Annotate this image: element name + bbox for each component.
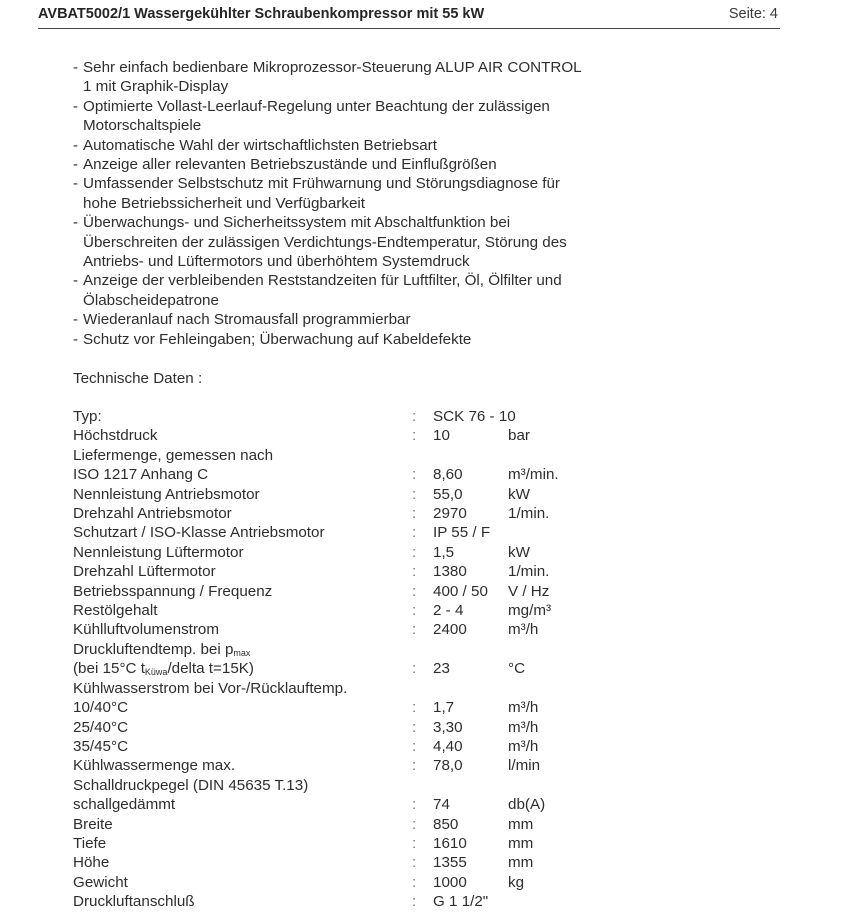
feature-item — [73, 136, 713, 155]
spec-row — [73, 737, 633, 756]
bullet-dash: - — [73, 156, 79, 174]
spec-row — [73, 407, 633, 426]
spec-unit: °C — [508, 660, 526, 678]
spec-row — [73, 659, 633, 678]
spec-colon: : — [412, 796, 417, 814]
spec-colon: : — [412, 893, 417, 911]
feature-text: Optimierte Vollast-Leerlauf-Regelung unter Beachtung der zulässigen — [83, 97, 550, 115]
feature-item — [73, 174, 713, 213]
spec-label — [73, 718, 128, 737]
spec-label-text: 35/45°C — [73, 737, 129, 755]
feature-item — [73, 155, 713, 174]
spec-label — [73, 504, 232, 523]
spec-unit: m³/min. — [508, 466, 559, 484]
spec-label — [73, 679, 347, 698]
spec-value: 1,7 — [433, 699, 455, 717]
spec-row — [73, 776, 633, 795]
bullet-dash: - — [73, 175, 79, 193]
spec-row — [73, 795, 633, 814]
spec-label-text: Betriebsspannung / Frequenz — [73, 582, 273, 600]
spec-label — [73, 815, 113, 834]
spec-value: 23 — [433, 660, 450, 678]
spec-label — [73, 582, 272, 601]
feature-item — [73, 330, 713, 349]
spec-row — [73, 485, 633, 504]
spec-label-text: /delta t=15K) — [167, 660, 254, 678]
spec-colon: : — [412, 466, 417, 484]
spec-label-text: Drehzahl Antriebsmotor — [73, 505, 232, 523]
feature-item — [73, 213, 713, 271]
bullet-dash: - — [73, 214, 79, 232]
feature-text: Automatische Wahl der wirtschaftlichsten Betriebsart — [83, 136, 437, 154]
feature-text: Anzeige aller relevanten Betriebszustände und Einflußgrößen — [83, 156, 497, 174]
spec-value: 4,40 — [433, 737, 463, 755]
spec-unit: kW — [508, 485, 530, 503]
bullet-dash: - — [73, 97, 79, 115]
spec-unit: m³/h — [508, 699, 539, 717]
spec-colon: : — [412, 757, 417, 775]
feature-text: Schutz vor Fehleingaben; Überwachung auf Kabeldefekte — [83, 330, 472, 348]
page-number: Seite: 4 — [728, 6, 778, 22]
spec-value: 400 / 50 — [433, 582, 488, 600]
feature-list — [73, 58, 713, 349]
spec-unit: mm — [508, 815, 534, 833]
page-header — [38, 6, 780, 28]
feature-text: 1 mit Graphik-Display — [83, 78, 229, 96]
spec-value: 74 — [433, 796, 450, 814]
feature-item — [73, 310, 713, 329]
spec-label-text: Kühlwasserstrom bei Vor-/Rücklauftemp. — [73, 679, 348, 697]
spec-unit: 1/min. — [508, 505, 550, 523]
spec-colon: : — [412, 602, 417, 620]
spec-label-text: 10/40°C — [73, 699, 129, 717]
spec-colon: : — [412, 524, 417, 542]
spec-label-text: Nennleistung Lüftermotor — [73, 543, 244, 561]
spec-value: 850 — [433, 815, 459, 833]
header-divider — [38, 28, 780, 29]
spec-label-subscript: max — [233, 647, 251, 658]
spec-label — [73, 776, 308, 795]
spec-label — [73, 601, 157, 620]
feature-item — [73, 271, 713, 310]
spec-colon: : — [412, 873, 417, 891]
spec-label — [73, 834, 106, 853]
spec-unit: l/min — [508, 757, 541, 775]
spec-label-text: Kühlwassermenge max. — [73, 757, 236, 775]
spec-row — [73, 640, 633, 659]
spec-value: 8,60 — [433, 466, 463, 484]
spec-colon: : — [412, 408, 417, 425]
spec-unit: db(A) — [508, 796, 546, 814]
spec-label — [73, 640, 250, 659]
spec-value: 2970 — [433, 505, 467, 523]
spec-colon: : — [412, 834, 417, 852]
spec-label — [73, 465, 208, 484]
spec-row — [73, 679, 633, 698]
spec-label-text: ISO 1217 Anhang C — [73, 466, 209, 484]
spec-label-text: Nennleistung Antriebsmotor — [73, 485, 260, 503]
bullet-dash: - — [73, 311, 79, 329]
spec-colon: : — [412, 815, 417, 833]
spec-colon: : — [412, 699, 417, 717]
feature-text: Wiederanlauf nach Stromausfall programmierbar — [83, 311, 411, 329]
spec-row — [73, 465, 633, 484]
spec-colon: : — [412, 563, 417, 581]
spec-unit: m³/h — [508, 621, 539, 639]
spec-unit: mm — [508, 834, 534, 852]
spec-unit: kg — [508, 873, 525, 891]
spec-row — [73, 892, 633, 911]
feature-item — [73, 97, 713, 136]
spec-label — [73, 485, 260, 504]
spec-label-text: Typ: — [73, 408, 102, 425]
spec-row — [73, 446, 633, 465]
spec-value: 2400 — [433, 621, 467, 639]
spec-value: 78,0 — [433, 757, 463, 775]
spec-colon: : — [412, 485, 417, 503]
spec-colon: : — [412, 718, 417, 736]
spec-label — [73, 407, 102, 426]
spec-label-text: schallgedämmt — [73, 796, 176, 814]
spec-row — [73, 601, 633, 620]
spec-label-text: Restölgehalt — [73, 602, 158, 620]
spec-label — [73, 795, 175, 814]
spec-value: 1000 — [433, 873, 467, 891]
spec-value: 55,0 — [433, 485, 463, 503]
spec-value: SCK 76 - 10 — [433, 408, 516, 425]
document-title: AVBAT5002/1 Wassergekühlter Schraubenkompressor mit 55 kW — [38, 6, 485, 22]
feature-text: Sehr einfach bedienbare Mikroprozessor-Steuerung ALUP AIR CONTROL — [83, 59, 582, 76]
feature-text: Antriebs- und Lüftermotors und überhöhtem Systemdruck — [83, 253, 470, 271]
spec-label — [73, 873, 128, 892]
feature-text: Motorschaltspiele — [83, 117, 202, 135]
spec-row — [73, 718, 633, 737]
spec-label — [73, 523, 325, 542]
spec-row — [73, 873, 633, 892]
spec-value: IP 55 / F — [433, 524, 491, 542]
feature-text: Überschreiten der zulässigen Verdichtungs-Endtemperatur, Störung des — [83, 233, 567, 251]
spec-row — [73, 698, 633, 717]
spec-label-text: Tiefe — [73, 834, 107, 852]
spec-row — [73, 815, 633, 834]
spec-colon: : — [412, 660, 417, 678]
spec-unit: 1/min. — [508, 563, 550, 581]
spec-row — [73, 523, 633, 542]
spec-unit: mg/m³ — [508, 602, 552, 620]
spec-value: 2 - 4 — [433, 602, 464, 620]
spec-row — [73, 504, 633, 523]
spec-label-text: Gewicht — [73, 873, 128, 891]
spec-colon: : — [412, 427, 417, 445]
spec-label-text: Breite — [73, 815, 113, 833]
spec-row — [73, 582, 633, 601]
bullet-dash: - — [73, 59, 79, 76]
feature-text: Anzeige der verbleibenden Reststandzeiten für Luftfilter, Öl, Ölfilter und — [83, 272, 562, 290]
spec-unit: m³/h — [508, 718, 539, 736]
spec-label — [73, 892, 195, 911]
spec-row — [73, 426, 633, 445]
bullet-dash: - — [73, 136, 79, 154]
spec-label-text: (bei 15°C t — [73, 660, 145, 678]
spec-value: 1355 — [433, 854, 467, 872]
spec-label-text: Höchstdruck — [73, 427, 158, 445]
spec-row — [73, 543, 633, 562]
spec-label-text: Schalldruckpegel (DIN 45635 T.13) — [73, 776, 309, 794]
spec-unit: kW — [508, 543, 530, 561]
feature-text: Überwachungs- und Sicherheitssystem mit Abschaltfunktion bei — [83, 214, 511, 232]
spec-value: 3,30 — [433, 718, 463, 736]
bullet-dash: - — [73, 330, 79, 348]
spec-label-text: Drehzahl Lüftermotor — [73, 563, 216, 581]
spec-label — [73, 446, 273, 465]
spec-value: 10 — [433, 427, 450, 445]
spec-label — [73, 756, 235, 775]
feature-text: Umfassender Selbstschutz mit Frühwarnung und Störungsdiagnose für — [83, 175, 560, 193]
spec-colon: : — [412, 854, 417, 872]
spec-label-text: Schutzart / ISO-Klasse Antriebsmotor — [73, 524, 325, 542]
spec-unit: bar — [508, 427, 530, 445]
spec-row — [73, 853, 633, 872]
spec-label — [73, 620, 219, 639]
bullet-dash: - — [73, 272, 79, 290]
spec-label — [73, 737, 128, 756]
feature-item — [73, 58, 713, 97]
spec-label-text: Liefermenge, gemessen nach — [73, 446, 274, 464]
section-title: Technische Daten : — [73, 370, 203, 387]
spec-label-text: Druckluftendtemp. bei p — [73, 640, 234, 658]
spec-colon: : — [412, 737, 417, 755]
spec-label-text: Druckluftanschluß — [73, 893, 195, 911]
spec-label — [73, 426, 157, 445]
spec-colon: : — [412, 543, 417, 561]
spec-label-text: Kühlluftvolumenstrom — [73, 621, 220, 639]
spec-label — [73, 562, 216, 581]
feature-text: hohe Betriebssicherheit und Verfügbarkeit — [83, 194, 365, 212]
spec-label — [73, 543, 244, 562]
spec-row — [73, 620, 633, 639]
spec-value: 1380 — [433, 563, 467, 581]
spec-colon: : — [412, 505, 417, 523]
spec-unit: mm — [508, 854, 534, 872]
spec-colon: : — [412, 621, 417, 639]
spec-label-text: Höhe — [73, 854, 110, 872]
spec-colon: : — [412, 582, 417, 600]
spec-label-subscript: Küwa — [144, 667, 168, 678]
spec-label-text: 25/40°C — [73, 718, 129, 736]
spec-row — [73, 834, 633, 853]
spec-unit: m³/h — [508, 737, 539, 755]
feature-text: Ölabscheidepatrone — [83, 291, 219, 309]
spec-row — [73, 562, 633, 581]
spec-label — [73, 698, 128, 717]
spec-value: G 1 1/2" — [433, 893, 489, 911]
spec-table — [73, 407, 633, 912]
spec-label — [73, 853, 109, 872]
spec-unit: V / Hz — [508, 582, 550, 600]
spec-value: 1610 — [433, 834, 467, 852]
spec-value: 1,5 — [433, 543, 455, 561]
spec-label — [73, 659, 254, 678]
spec-row — [73, 756, 633, 775]
